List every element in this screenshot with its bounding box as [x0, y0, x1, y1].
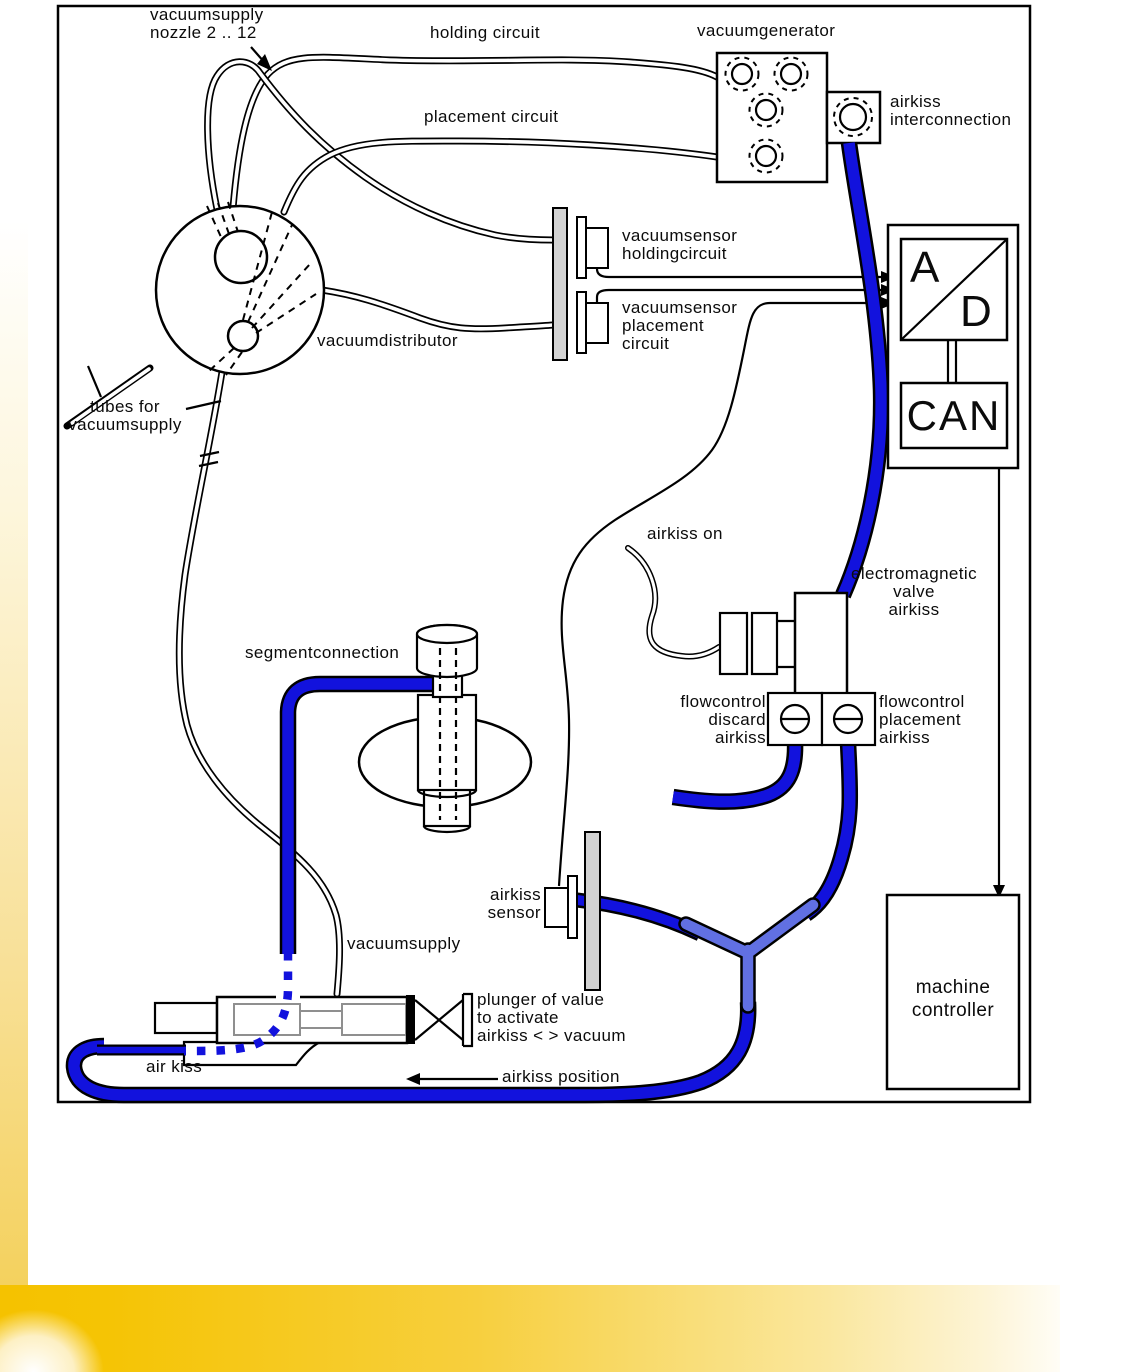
label-air-kiss: air kiss — [146, 1057, 203, 1076]
label-can: CAN — [906, 392, 1002, 439]
label-holding-circuit: holding circuit — [430, 23, 540, 42]
label-segmentconnection: segmentconnection — [245, 643, 400, 662]
label-machine-controller: machine controller — [911, 977, 995, 1021]
label-placement-circuit: placement circuit — [424, 107, 559, 126]
label-airkiss-position: airkiss position — [502, 1067, 620, 1086]
label-flowcontrol-placement: flowcontrol placement airkiss — [879, 692, 965, 747]
vacuumgenerator-box — [717, 53, 827, 182]
label-vacuumdistributor: vacuumdistributor — [317, 331, 458, 350]
label-airkiss-on: airkiss on — [647, 524, 723, 543]
label-ad-a: A — [910, 243, 940, 292]
label-flowcontrol-discard: flowcontrol discard airkiss — [680, 692, 766, 747]
diagram-border — [58, 6, 1030, 1102]
label-electromagnetic-valve: electromagnetic valve airkiss — [850, 564, 977, 619]
flowcontrol-valves — [768, 693, 875, 745]
label-airkiss-sensor: airkiss sensor — [487, 885, 541, 922]
label-tubes-for-vacuumsupply: tubes for vacuumsupply — [68, 397, 182, 434]
label-ad-d: D — [960, 287, 992, 336]
label-airkiss-interconnection: airkiss interconnection — [890, 92, 1012, 129]
label-plunger: plunger of value to activate airkiss < > vacuum — [477, 990, 626, 1045]
label-vacuumsensor-holding: vacuumsensor holdingcircuit — [622, 226, 738, 263]
label-vacuumsupply-nozzle: vacuumsupply nozzle 2 .. 12 — [150, 5, 264, 42]
label-vacuumsensor-placement: vacuumsensor placement circuit — [622, 298, 738, 353]
airkiss-interconnection-box — [827, 92, 880, 143]
label-vacuumgenerator: vacuumgenerator — [697, 21, 836, 40]
label-vacuumsupply: vacuumsupply — [347, 934, 461, 953]
